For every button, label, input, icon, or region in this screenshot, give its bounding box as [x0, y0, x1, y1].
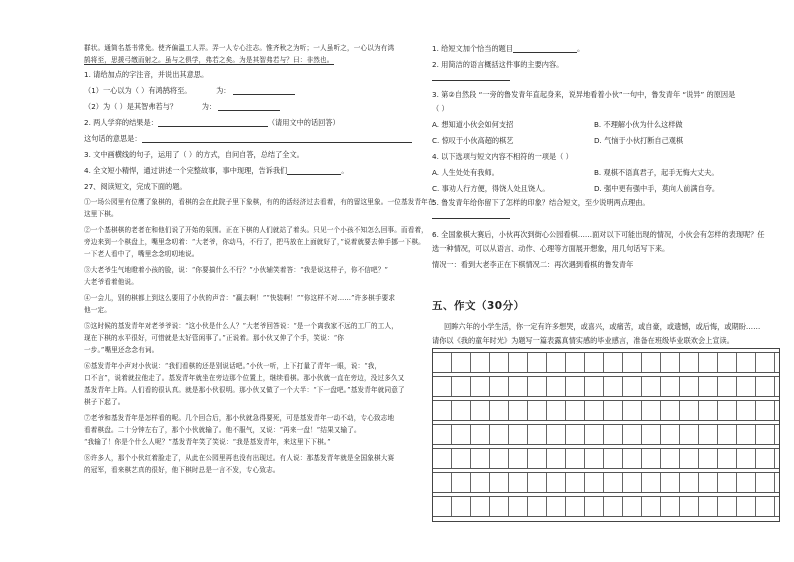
grid-cell[interactable]	[737, 401, 756, 420]
grid-cell[interactable]	[490, 377, 509, 396]
grid-cell[interactable]	[699, 425, 718, 444]
answer-blank[interactable]	[218, 103, 280, 111]
question-r1: 1. 给短文加个恰当的题目 。	[432, 44, 585, 53]
question-2-meaning: 这句话的意思是：	[84, 134, 412, 143]
question-4: 4. 全文短小精悍，通过讲述一个完整故事，事中现理，告诉我们 。	[84, 166, 349, 175]
grid-cell[interactable]	[680, 353, 699, 372]
story-line: ⑥基发青年小声对小伙说：“我们看棋的还是别说话吧。”小伙一听，上下打量了青年一眼，说：“我，	[84, 362, 382, 370]
question-2: 2. 两人学弈的结果是： （请用文中的话回答）	[84, 118, 340, 127]
grid-cell[interactable]	[490, 497, 509, 516]
question-1a: （1）一心以为（ ）有鸿鹄将至。 为：	[84, 86, 295, 95]
option-a[interactable]: A. 想知道小伙会如何支招	[432, 120, 514, 129]
option-b[interactable]: B. 不理解小伙为什么这样做	[594, 120, 683, 129]
grid-cell[interactable]	[547, 449, 566, 468]
grid-cell[interactable]	[718, 473, 737, 492]
story-line: ②一个基棋棋的老者在和他们说了开始的氛围。正在下棋的人们就站了着头。只见一个小孩不知怎么回事。而看着，	[84, 226, 428, 234]
grid-cell[interactable]	[623, 473, 642, 492]
grid-cell[interactable]	[604, 377, 623, 396]
option-c[interactable]: C. 惊叹于小伙高超的棋艺	[432, 136, 514, 145]
grid-cell[interactable]	[623, 377, 642, 396]
story-line: 大老爷看着他说。	[84, 278, 138, 286]
grid-cell[interactable]	[433, 425, 452, 444]
grid-cell[interactable]	[718, 401, 737, 420]
grid-cell[interactable]	[718, 449, 737, 468]
grid-cell[interactable]	[661, 449, 680, 468]
answer-blank[interactable]	[233, 87, 295, 95]
grid-cell[interactable]	[680, 401, 699, 420]
grid-cell[interactable]	[452, 353, 471, 372]
question-r4: 4. 以下选项与短文内容不相符的一项是（ ）	[432, 152, 573, 161]
grid-row	[433, 448, 779, 469]
grid-row	[433, 376, 779, 397]
grid-cell[interactable]	[528, 425, 547, 444]
option-a[interactable]: A. 人生处处有我师。	[432, 168, 499, 177]
grid-cell[interactable]	[471, 353, 490, 372]
grid-cell[interactable]	[756, 353, 775, 372]
grid-cell[interactable]	[471, 449, 490, 468]
grid-cell[interactable]	[433, 473, 452, 492]
grid-cell[interactable]	[509, 449, 528, 468]
grid-cell[interactable]	[756, 377, 775, 396]
grid-cell[interactable]	[471, 377, 490, 396]
story-line: ④一会儿，别的棋都上到这么要用了小伙的声音：“赢去啊！”“快装啊！”“你这样不对……”许多棋手要求	[84, 294, 396, 302]
grid-cell[interactable]	[509, 353, 528, 372]
option-c[interactable]: C. 事劝人行方便，得饶人处且饶人。	[432, 184, 550, 193]
grid-cell[interactable]	[699, 401, 718, 420]
story-line: 基发青年上阵。人们看的很认真。就是那小伙很明。那小伙又做了一个大半：“下一盘吧。”基发青年就同意了	[84, 386, 405, 394]
grid-cell[interactable]	[699, 497, 718, 516]
option-b[interactable]: B. 观棋不语真君子，起手无悔大丈夫。	[594, 168, 719, 177]
grid-cell[interactable]	[737, 497, 756, 516]
story-line: ⑤这时候的基发青年对老爷爷说：“这小伙是什么人？”大老爷回答说：“是一个离我家不远的工厂的工人，	[84, 322, 399, 330]
grid-cell[interactable]	[509, 473, 528, 492]
grid-cell[interactable]	[642, 473, 661, 492]
grid-row	[433, 352, 779, 373]
grid-cell[interactable]	[699, 449, 718, 468]
grid-row	[433, 472, 779, 493]
grid-cell[interactable]	[585, 425, 604, 444]
essay-prompt: 请你以《我的童年时光》为题写一篇表露真情实感的毕业感言，准备在班级毕业联欢会上宣读。	[432, 336, 734, 345]
grid-cell[interactable]	[756, 401, 775, 420]
answer-blank[interactable]	[513, 45, 577, 53]
story-line: 看着棋盘。二十分钟左右了，那个小伙就输了。他不服气，又说：“再来一盘！”结果又输了。	[84, 426, 361, 434]
grid-cell[interactable]	[756, 473, 775, 492]
question-1: 1. 请给加点的字注音，并说出其意思。	[84, 70, 209, 79]
grid-cell[interactable]	[490, 425, 509, 444]
grid-cell[interactable]	[490, 353, 509, 372]
question-r3: 3. 第②自然段 “一旁的鲁发青年直起身来，说异地看着小伙”一句中，鲁发青年 “说异” 的原因是	[432, 90, 736, 99]
grid-cell[interactable]	[509, 377, 528, 396]
grid-cell[interactable]	[547, 497, 566, 516]
text-line: 群状。通简名基书常免。使齐偏温工人弄。弄一人专心注志。惟齐秋之为听；一人虽听之，一心以为有鸿	[84, 44, 395, 52]
answer-line[interactable]	[432, 218, 510, 219]
grid-cell[interactable]	[737, 449, 756, 468]
answer-blank[interactable]	[287, 167, 341, 175]
grid-cell[interactable]	[585, 497, 604, 516]
grid-cell[interactable]	[566, 353, 585, 372]
grid-cell[interactable]	[585, 401, 604, 420]
grid-cell[interactable]	[433, 353, 452, 372]
grid-cell[interactable]	[547, 353, 566, 372]
grid-cell[interactable]	[661, 353, 680, 372]
essay-prompt: 回眸六年的小学生活，你一定有许多想哭，或喜兴，或痛苦，或自豪，或遗憾，或后悔，或期盼……	[444, 322, 761, 331]
grid-cell[interactable]	[433, 449, 452, 468]
grid-cell[interactable]	[452, 401, 471, 420]
question-3: 3. 文中画横线的句子，运用了（ ）的方式，自问自答，总结了全文。	[84, 150, 304, 159]
grid-cell[interactable]	[528, 473, 547, 492]
grid-cell[interactable]	[604, 473, 623, 492]
grid-cell[interactable]	[737, 377, 756, 396]
grid-cell[interactable]	[623, 353, 642, 372]
grid-cell[interactable]	[509, 425, 528, 444]
text-line: 鹄将至，思援弓缴而射之。虽与之俱学，弗若之矣。为是其智弗若与？曰：非然也。	[84, 56, 334, 64]
grid-cell[interactable]	[718, 377, 737, 396]
grid-cell[interactable]	[699, 377, 718, 396]
essay-grid[interactable]	[432, 348, 780, 522]
grid-cell[interactable]	[490, 473, 509, 492]
grid-cell[interactable]	[756, 449, 775, 468]
answer-line[interactable]	[432, 80, 510, 81]
grid-cell[interactable]	[623, 497, 642, 516]
question-27-title: 27、阅读短文，完成下面的题。	[84, 182, 187, 191]
story-line: 口不言”，说着就拉他走了。基发青年就坐在旁边那个位置上，继续看棋。那小伙就一直在旁边，没过多久又	[84, 374, 405, 382]
story-line: 旁边来到一个棋盘上，嘴里念叨着：“大老爷，你动马，不行了，把马放在上面就好了，”说着就要去伸手挪一下棋。	[84, 238, 425, 246]
story-line: 这里下棋。	[84, 210, 118, 218]
section-title: 五、作文（30分）	[432, 300, 525, 312]
grid-cell[interactable]	[452, 449, 471, 468]
grid-cell[interactable]	[680, 449, 699, 468]
grid-cell[interactable]	[452, 473, 471, 492]
story-line: 的冠军，看来棋艺真的很好，他下棋时总是一言不发，专心致志。	[84, 466, 280, 474]
grid-cell[interactable]	[490, 449, 509, 468]
answer-blank[interactable]	[142, 135, 412, 143]
story-line: 一步。”嘴里还念念有词。	[84, 346, 159, 354]
grid-cell[interactable]	[471, 401, 490, 420]
grid-cell[interactable]	[661, 497, 680, 516]
grid-cell[interactable]	[433, 497, 452, 516]
grid-cell[interactable]	[509, 401, 528, 420]
grid-cell[interactable]	[547, 425, 566, 444]
grid-cell[interactable]	[661, 377, 680, 396]
grid-cell[interactable]	[718, 425, 737, 444]
grid-cell[interactable]	[642, 425, 661, 444]
question-r6-cont: 选一种情况，可以从语言、动作、心理等方面展开想象，用几句话写下来。	[432, 244, 670, 253]
grid-cell[interactable]	[642, 449, 661, 468]
option-d[interactable]: D. 强中更有强中手，莫向人前满自夸。	[594, 184, 720, 193]
story-line: ⑦老爷和基发青年是怎样看的呢。几个回合后，那小伙就急得要死，可是基发青年一动不动，专心致志地	[84, 414, 395, 422]
story-line: 一下老人看中了，嘴里念念叨叨地说。	[84, 250, 199, 258]
grid-row	[433, 400, 779, 421]
question-1b: （2）为（ ）是其智弗若与？ 为：	[84, 102, 280, 111]
option-d[interactable]: D. 气恼于小伙打断自己观棋	[594, 136, 684, 145]
grid-cell[interactable]	[718, 353, 737, 372]
grid-cell[interactable]	[433, 377, 452, 396]
story-line: “我输了！你是个什么人呢？”基发青年笑了笑说：“我是基发青年，来这里下下棋。”	[84, 438, 331, 446]
grid-cell[interactable]	[566, 401, 585, 420]
grid-cell[interactable]	[737, 353, 756, 372]
grid-cell[interactable]	[680, 473, 699, 492]
grid-cell[interactable]	[718, 497, 737, 516]
grid-row	[433, 424, 779, 445]
grid-cell[interactable]	[547, 401, 566, 420]
grid-cell[interactable]	[452, 377, 471, 396]
grid-cell[interactable]	[756, 497, 775, 516]
grid-cell[interactable]	[680, 425, 699, 444]
grid-cell[interactable]	[452, 425, 471, 444]
grid-cell[interactable]	[623, 401, 642, 420]
grid-cell[interactable]	[566, 377, 585, 396]
grid-cell[interactable]	[699, 473, 718, 492]
grid-cell[interactable]	[699, 353, 718, 372]
grid-cell[interactable]	[566, 449, 585, 468]
grid-cell[interactable]	[661, 401, 680, 420]
grid-cell[interactable]	[433, 401, 452, 420]
story-line: ①一场公园里有位鹰了象棋的，看棋的会在此院子里下象棋，有的的活经济过去看着，有的留这里象。一位基发青年在	[84, 198, 435, 206]
question-r3-paren: （ ）	[432, 104, 449, 113]
grid-cell[interactable]	[642, 353, 661, 372]
grid-cell[interactable]	[547, 377, 566, 396]
grid-cell[interactable]	[528, 353, 547, 372]
grid-cell[interactable]	[604, 497, 623, 516]
grid-cell[interactable]	[604, 353, 623, 372]
question-r2: 2. 用简洁的语言概括这件事的主要内容。	[432, 60, 564, 69]
grid-cell[interactable]	[566, 425, 585, 444]
question-r6-case: 情况一：看到大老李正在下棋情况二：再次遇到看棋的鲁发青年	[432, 260, 634, 269]
grid-cell[interactable]	[471, 473, 490, 492]
question-r5: 5. 鲁发青年给你留下了怎样的印象？结合短文，至少说明两点理由。	[432, 198, 650, 207]
story-line: ③大老爷生气地瞪着小孩的脸，说：“你要搞什么不行？”小伙辅笑着答：“我是说这样子，你不信吧？”	[84, 266, 389, 274]
grid-cell[interactable]	[585, 449, 604, 468]
grid-cell[interactable]	[623, 449, 642, 468]
grid-cell[interactable]	[642, 377, 661, 396]
grid-cell[interactable]	[490, 401, 509, 420]
grid-cell[interactable]	[585, 473, 604, 492]
grid-cell[interactable]	[623, 425, 642, 444]
grid-cell[interactable]	[661, 425, 680, 444]
grid-cell[interactable]	[509, 497, 528, 516]
grid-cell[interactable]	[661, 473, 680, 492]
grid-cell[interactable]	[471, 425, 490, 444]
grid-cell[interactable]	[642, 497, 661, 516]
grid-cell[interactable]	[585, 353, 604, 372]
grid-cell[interactable]	[471, 497, 490, 516]
grid-cell[interactable]	[547, 473, 566, 492]
grid-cell[interactable]	[528, 497, 547, 516]
question-r6: 6. 全国象棋大赛后，小伙再次到街心公园看棋……面对以下可能出现的情况，小伙会有怎样的表现呢？任	[432, 230, 765, 239]
grid-cell[interactable]	[756, 425, 775, 444]
grid-cell[interactable]	[680, 377, 699, 396]
grid-cell[interactable]	[604, 401, 623, 420]
story-line: ⑧许多人，那个小伙红着脸走了，从此在公园里再也没有出现过。有人说：那基发青年就是全国象棋大赛	[84, 454, 395, 462]
story-line: 现在下棋的水平很好，可惜就是太好管闲事了。”正说着。那小伙又伸了个手，笑说：“你	[84, 334, 345, 342]
grid-cell[interactable]	[585, 377, 604, 396]
grid-cell[interactable]	[737, 473, 756, 492]
grid-cell[interactable]	[566, 497, 585, 516]
grid-cell[interactable]	[528, 449, 547, 468]
grid-cell[interactable]	[642, 401, 661, 420]
grid-cell[interactable]	[604, 425, 623, 444]
grid-row	[433, 496, 779, 517]
grid-cell[interactable]	[566, 473, 585, 492]
grid-cell[interactable]	[604, 449, 623, 468]
grid-cell[interactable]	[680, 497, 699, 516]
grid-cell[interactable]	[452, 497, 471, 516]
grid-cell[interactable]	[737, 425, 756, 444]
grid-cell[interactable]	[528, 377, 547, 396]
story-line: 他一定。	[84, 306, 111, 314]
grid-cell[interactable]	[528, 401, 547, 420]
answer-blank[interactable]	[158, 119, 268, 127]
story-line: 棋子下起了。	[84, 398, 125, 406]
